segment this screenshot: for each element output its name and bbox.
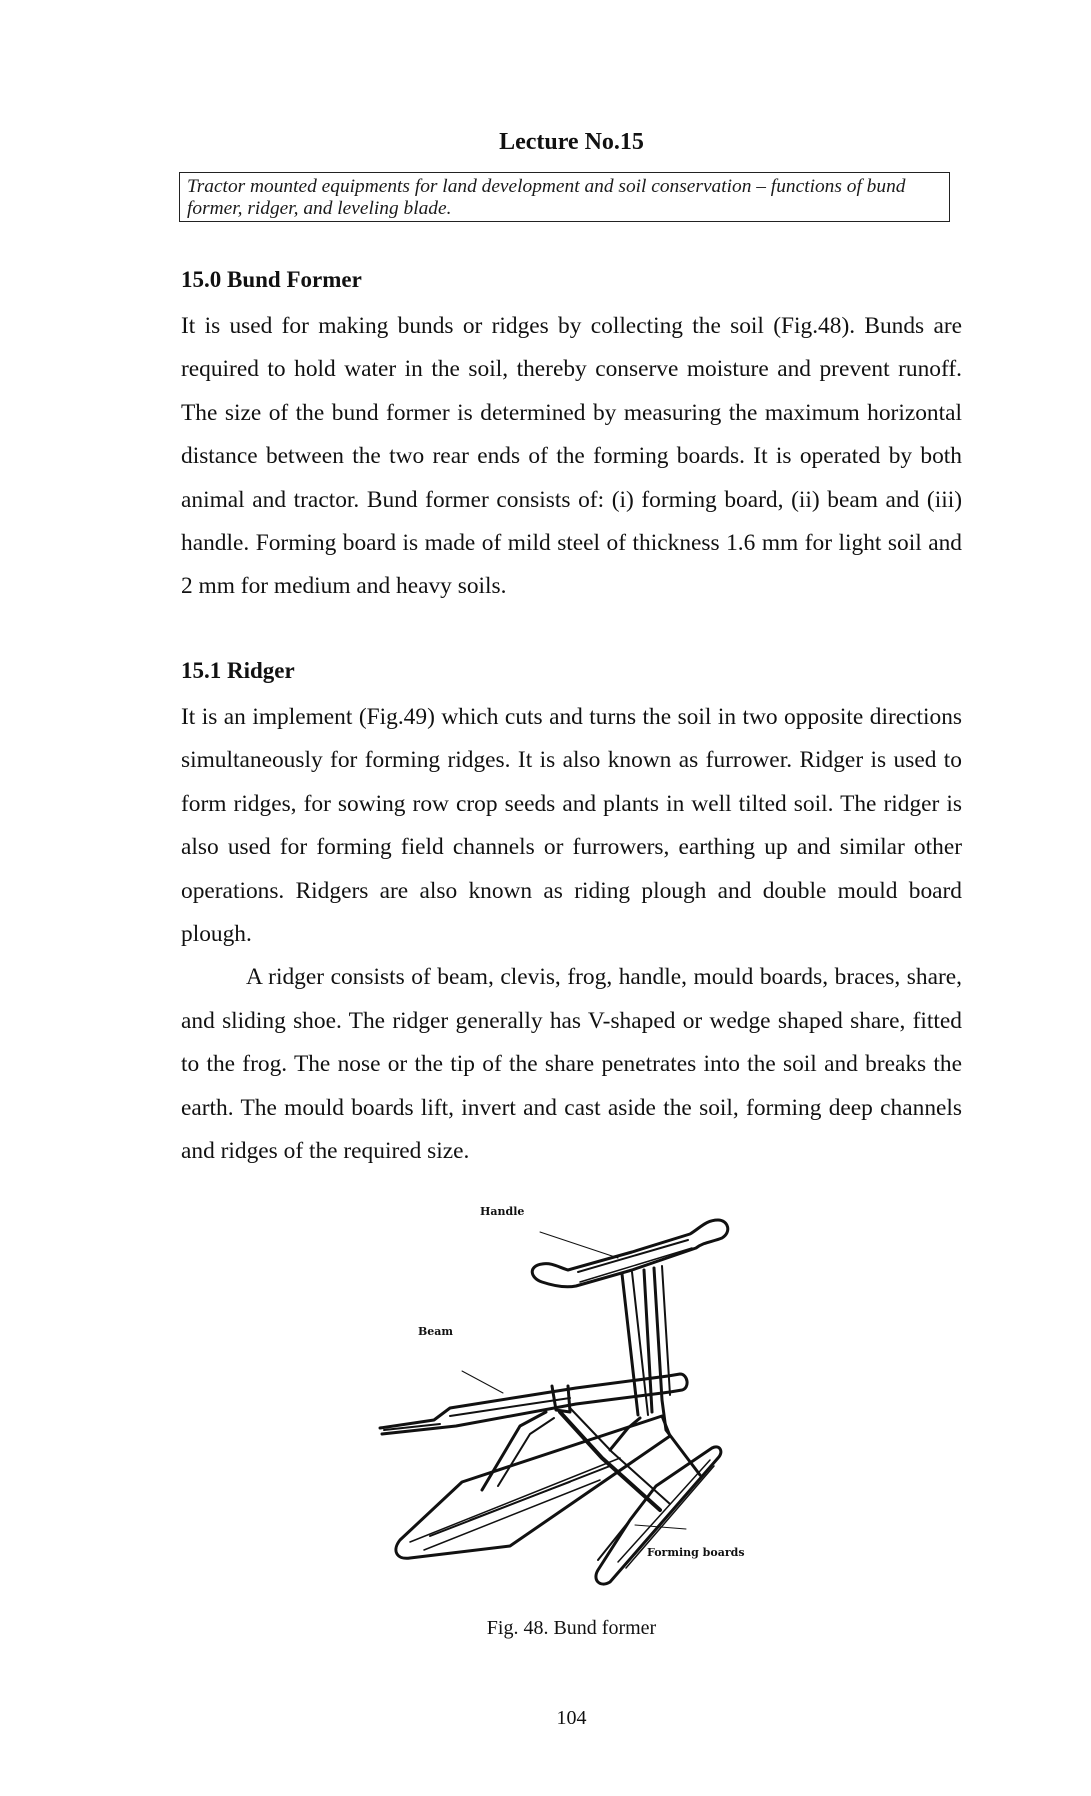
page-number: 104 — [556, 1707, 587, 1729]
beam-label: Beam — [418, 1325, 454, 1338]
handle-label: Handle — [480, 1205, 525, 1218]
lecture-subtitle-box — [179, 172, 950, 222]
lecture-subtitle: Tractor mounted equipments for land development and soil conservation – functions of bund former, ridger, and leveling blade. — [187, 176, 906, 219]
paragraph: It is used for making bunds or ridges by collecting the soil (Fig.48). Bunds are required to hold water in the soil, thereby conserve moisture and prevent runoff. The size of the bund former is determined by measuring the maximum horizontal distance between the two rear ends of the forming boards. It is operated by both animal and tractor. Bund former consists of: (i) forming board, (ii) beam and (iii) handle. Forming board is made of mild steel of thickness 1.6 mm for light soil and 2 mm for medium and heavy soils. — [181, 313, 962, 600]
figure-caption: Fig. 48. Bund former — [486, 1617, 657, 1639]
section-body-bund-former — [181, 305, 962, 609]
section-heading-bund-former: 15.0 Bund Former — [181, 267, 362, 292]
bund-former-drawing — [370, 1190, 780, 1590]
paragraph: A ridger consists of beam, clevis, frog, handle, mould boards, braces, share, and sliding shoe. The ridger generally has V-shaped or wedge shaped share, fitted to the frog. The nose or the tip of the share penetrates into the soil and breaks the earth. The mould boards lift, invert and cast aside the soil, forming deep channels and ridges of the required size. — [181, 964, 962, 1165]
section-heading-ridger: 15.1 Ridger — [181, 658, 295, 683]
lecture-title: Lecture No.15 — [499, 129, 644, 155]
bund-former-figure — [370, 1190, 780, 1590]
forming-boards-label: Forming boards — [647, 1546, 745, 1559]
paragraph: It is an implement (Fig.49) which cuts and turns the soil in two opposite directions simultaneously for forming ridges. It is also known as furrower. Ridger is used to form ridges, for sowing row crop seeds and plants in well tilted soil. The ridger is also used for forming field channels or furrowers, earthing up and similar other operations. Ridgers are also known as riding plough and double mould board plough. — [181, 704, 962, 948]
section-body-ridger — [181, 696, 962, 1173]
